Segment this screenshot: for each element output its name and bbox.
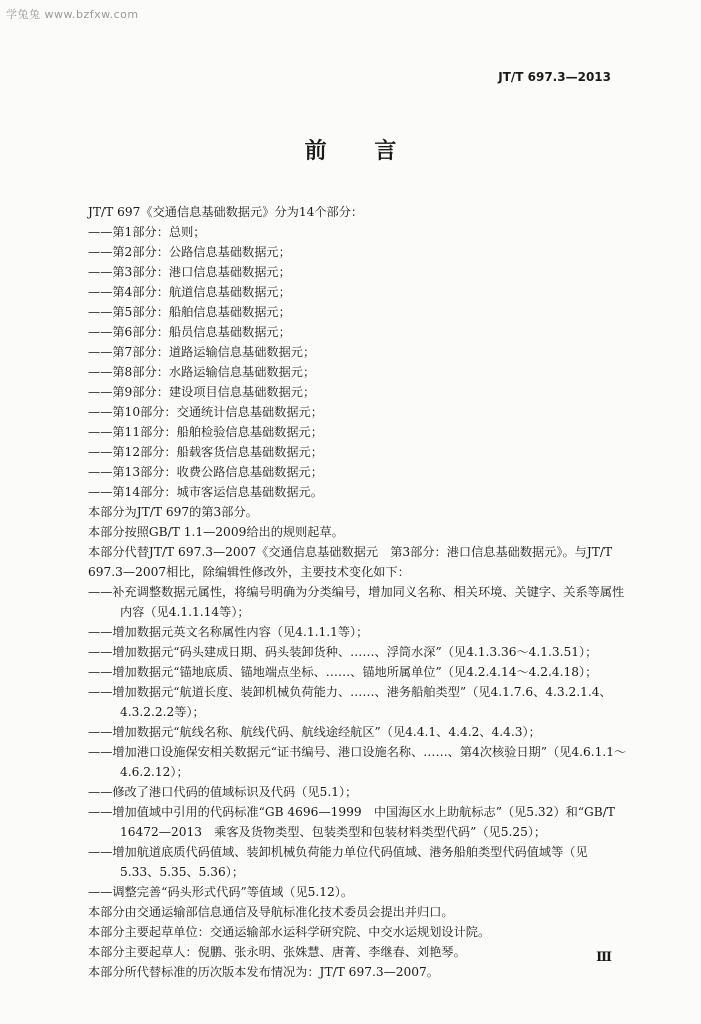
change-continuation: 4.3.2.2.2等）；	[120, 705, 205, 719]
statement-part: 本部分为JT/T 697的第3部分。	[88, 505, 258, 519]
change-line: ——增加港口设施保安相关数据元“证书编号、港口设施名称、……、第4次核验日期”（见4.6.1.1～	[88, 745, 627, 759]
list-item: ——第7部分：道路运输信息基础数据元；	[88, 345, 316, 359]
list-item	[88, 622, 613, 642]
list-item: ——第10部分：交通统计信息基础数据元；	[88, 405, 323, 419]
change-line: ——增加数据元英文名称属性内容（见4.1.1.1等）；	[88, 625, 369, 639]
change-continuation: 5.33、5.35、5.36）；	[120, 865, 245, 879]
list-item	[88, 642, 613, 662]
list-item	[88, 802, 613, 842]
list-item: ——第13部分：收费公路信息基础数据元；	[88, 465, 323, 479]
parts-list	[88, 222, 613, 502]
list-item: ——第1部分：总则；	[88, 225, 206, 239]
drafters: 本部分主要起草人：倪鹏、张永明、张姝慧、唐菁、李继春、刘艳琴。	[88, 945, 466, 959]
change-line: ——增加数据元“航线名称、航线代码、航线途经航区”（见4.4.1、4.4.2、4.4.3）；	[88, 725, 541, 739]
list-item	[88, 682, 613, 722]
replace-statement-line1: 本部分代替JT/T 697.3—2007《交通信息基础数据元 第3部分：港口信息基础数据元》。与JT/T	[88, 545, 613, 559]
intro-line: JT/T 697《交通信息基础数据元》分为14个部分：	[88, 205, 364, 219]
statement-rules: 本部分按照GB/T 1.1—2009给出的规则起草。	[88, 525, 344, 539]
change-continuation: 16472—2013 乘客及货物类型、包装类型和包装材料类型代码”（见5.25）；	[120, 825, 547, 839]
list-item: ——第2部分：公路信息基础数据元；	[88, 245, 291, 259]
list-item: ——第8部分：水路运输信息基础数据元；	[88, 365, 316, 379]
list-item	[88, 582, 625, 622]
list-item: ——第11部分：船舶检验信息基础数据元；	[88, 425, 323, 439]
change-line: ——调整完善“码头形式代码”等值域（见5.12）。	[88, 885, 354, 899]
version-history: 本部分所代替标准的历次版本发布情况为：JT/T 697.3—2007。	[88, 965, 439, 979]
list-item	[88, 842, 613, 882]
change-line: ——增加航道底质代码值域、装卸机械负荷能力单位代码值域、港务船舶类型代码值域等（见	[88, 845, 588, 859]
list-item	[88, 742, 627, 782]
change-line: ——增加值域中引用的代码标准“GB 4696—1999 中国海区水上助航标志”（见5.32）和“GB/T	[88, 805, 615, 819]
list-item: ——第14部分：城市客运信息基础数据元。	[88, 485, 323, 499]
change-line: ——增加数据元“锚地底质、锚地端点坐标、……、锚地所属单位”（见4.2.4.14～4.2.4.18）；	[88, 665, 598, 679]
changes-list	[88, 582, 627, 902]
list-item	[88, 722, 613, 742]
list-item	[88, 782, 613, 802]
list-item: ——第3部分：港口信息基础数据元；	[88, 265, 291, 279]
proposer-statement: 本部分由交通运输部信息通信及导航标准化技术委员会提出并归口。	[88, 905, 454, 919]
list-item: ——第9部分：建设项目信息基础数据元；	[88, 385, 316, 399]
change-line: ——补充调整数据元属性，将编号明确为分类编号，增加同义名称、相关环境、关键字、关系等属性	[88, 585, 625, 599]
foreword-body	[88, 202, 627, 982]
list-item: ——第6部分：船员信息基础数据元；	[88, 325, 291, 339]
list-item: ——第12部分：船载客货信息基础数据元；	[88, 445, 323, 459]
list-item: ——第5部分：船舶信息基础数据元；	[88, 305, 291, 319]
list-item: ——第4部分：航道信息基础数据元；	[88, 285, 291, 299]
watermark: 学兔兔 www.bzfxw.com	[6, 8, 139, 21]
list-item	[88, 882, 613, 902]
change-continuation: 内容（见4.1.1.14等）；	[120, 605, 250, 619]
change-line: ——增加数据元“码头建成日期、码头装卸货种、……、浮筒水深”（见4.1.3.36～4.1.3.51）；	[88, 645, 598, 659]
change-line: ——增加数据元“航道长度、装卸机械负荷能力、……、港务船舶类型”（见4.1.7.6、4.3.2.1.4、	[88, 685, 612, 699]
document-code: JT/T 697.3—2013	[498, 70, 611, 84]
list-item	[88, 662, 613, 682]
change-line: ——修改了港口代码的值域标识及代码（见5.1）；	[88, 785, 358, 799]
page-number: Ⅲ	[596, 950, 611, 965]
replace-statement-line2: 697.3—2007相比，除编辑性修改外，主要技术变化如下：	[88, 565, 410, 579]
change-continuation: 4.6.2.12）；	[120, 765, 189, 779]
page-title: 前 言	[304, 139, 417, 164]
drafting-units: 本部分主要起草单位：交通运输部水运科学研究院、中交水运规划设计院。	[88, 925, 491, 939]
